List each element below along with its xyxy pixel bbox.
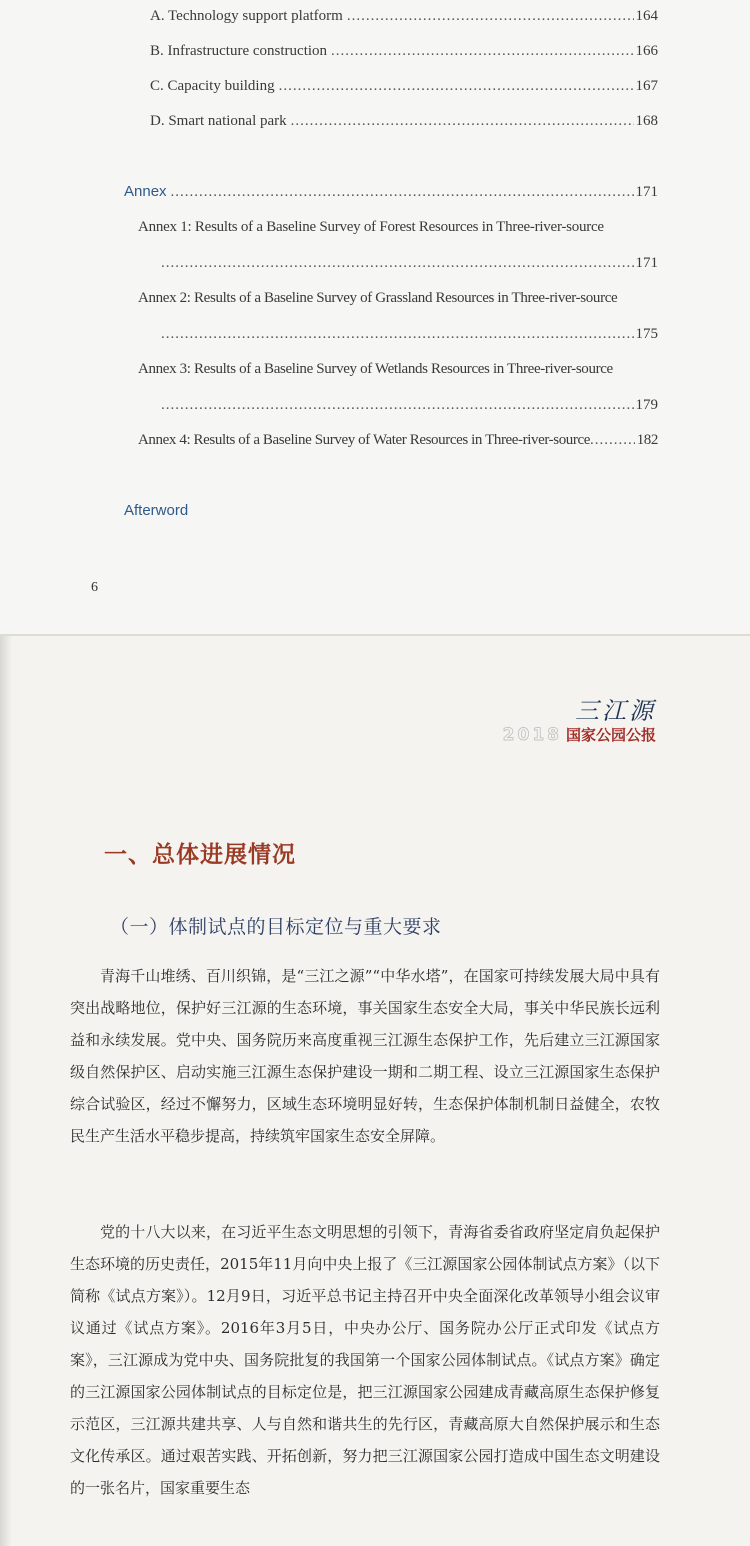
- toc-item: [150, 43, 658, 60]
- toc-item: [150, 113, 658, 130]
- toc-item-page: 167: [635, 78, 658, 94]
- toc-annex-page-row: [161, 255, 658, 272]
- toc-item-label: A. Technology support platform: [150, 8, 343, 24]
- logo-year: 2018: [502, 724, 562, 745]
- dot-leader: [171, 184, 634, 201]
- toc-item-page: 179: [635, 397, 658, 413]
- annex-heading: Annex: [124, 183, 167, 200]
- dot-leader: [279, 78, 634, 95]
- toc-item-label: C. Capacity building: [150, 78, 275, 94]
- toc-item: [150, 8, 658, 25]
- report-page: [0, 636, 750, 1546]
- dot-leader: [291, 113, 634, 130]
- dot-leader: [161, 255, 634, 272]
- toc-item-page: 166: [635, 43, 658, 59]
- logo-subtitle: 国家公园公报: [565, 726, 656, 744]
- toc-item: [150, 78, 658, 95]
- toc-item-page: 164: [635, 8, 658, 24]
- toc-annex-row: [124, 183, 658, 201]
- toc-item-page: 168: [635, 113, 658, 129]
- dot-leader: [590, 432, 635, 449]
- afterword-heading: Afterword: [124, 502, 189, 519]
- toc-annex-row: [138, 432, 658, 449]
- annex-title: Annex 1: Results of a Baseline Survey of Forest Resources in Three-river-source: [138, 219, 604, 235]
- toc-annex-page-row: [161, 397, 658, 414]
- toc-item-page: 182: [636, 432, 658, 448]
- dot-leader: [347, 8, 634, 25]
- report-logo: [503, 698, 656, 745]
- dot-leader: [161, 397, 634, 414]
- annex-title: Annex 3: Results of a Baseline Survey of Wetlands Resources in Three-river-source: [138, 361, 613, 377]
- toc-page: [0, 0, 750, 636]
- body-paragraph: 党的十八大以来，在习近平生态文明思想的引领下，青海省委省政府坚定肩负起保护生态环境的历史责任，2015年11月向中央上报了《三江源国家公园体制试点方案》（以下简称《试点方案》）。12月9日，习近平总书记主持召开中央全面深化改革领导小组会议审议通过《试点方案》。2016年3月5日，中央办公厅、国务院办公厅正式印发《试点方案》，三江源成为党中央、国务院批复的我国第一个国家公园体制试点。《试点方案》确定的三江源国家公园体制试点的目标定位是，把三江源国家公园建成青藏高原生态保护修复示范区，三江源共建共享、人与自然和谐共生的先行区，青藏高原大自然保护展示和生态文化传承区。通过艰苦实践、开拓创新，努力把三江源国家公园打造成中国生态文明建设的一张名片，国家重要生态: [70, 1223, 660, 1497]
- subsection-heading: （一）体制试点的目标定位与重大要求: [110, 916, 442, 938]
- toc-annex-page-row: [161, 326, 658, 343]
- body-paragraph: 青海千山堆绣、百川织锦，是“三江之源”“中华水塔”，在国家可持续发展大局中具有突出战略地位，保护好三江源的生态环境，事关国家生态安全大局，事关中华民族长远利益和永续发展。党中央、国务院历来高度重视三江源生态保护工作，先后建立三江源国家级自然保护区、启动实施三江源生态保护建设一期和二期工程、设立三江源国家生态保护综合试验区，经过不懈努力，区域生态环境明显好转，生态保护体制机制日益健全，农牧民生产生活水平稳步提高，持续筑牢国家生态安全屏障。: [70, 967, 660, 1145]
- toc-item-label: B. Infrastructure construction: [150, 43, 328, 59]
- toc-item-page: 171: [635, 184, 658, 200]
- annex-title: Annex 4: Results of a Baseline Survey of Water Resources in Three-river-source: [138, 432, 591, 448]
- annex-title: Annex 2: Results of a Baseline Survey of Grassland Resources in Three-river-source: [138, 290, 618, 306]
- toc-item-label: D. Smart national park: [150, 113, 287, 129]
- dot-leader: [331, 43, 633, 60]
- section-heading: 一、总体进展情况: [104, 841, 296, 868]
- page-number: 6: [91, 580, 98, 595]
- toc-item-page: 171: [635, 255, 658, 271]
- toc-item-page: 175: [635, 326, 658, 342]
- logo-title: 三江源: [575, 697, 656, 725]
- dot-leader: [161, 326, 634, 343]
